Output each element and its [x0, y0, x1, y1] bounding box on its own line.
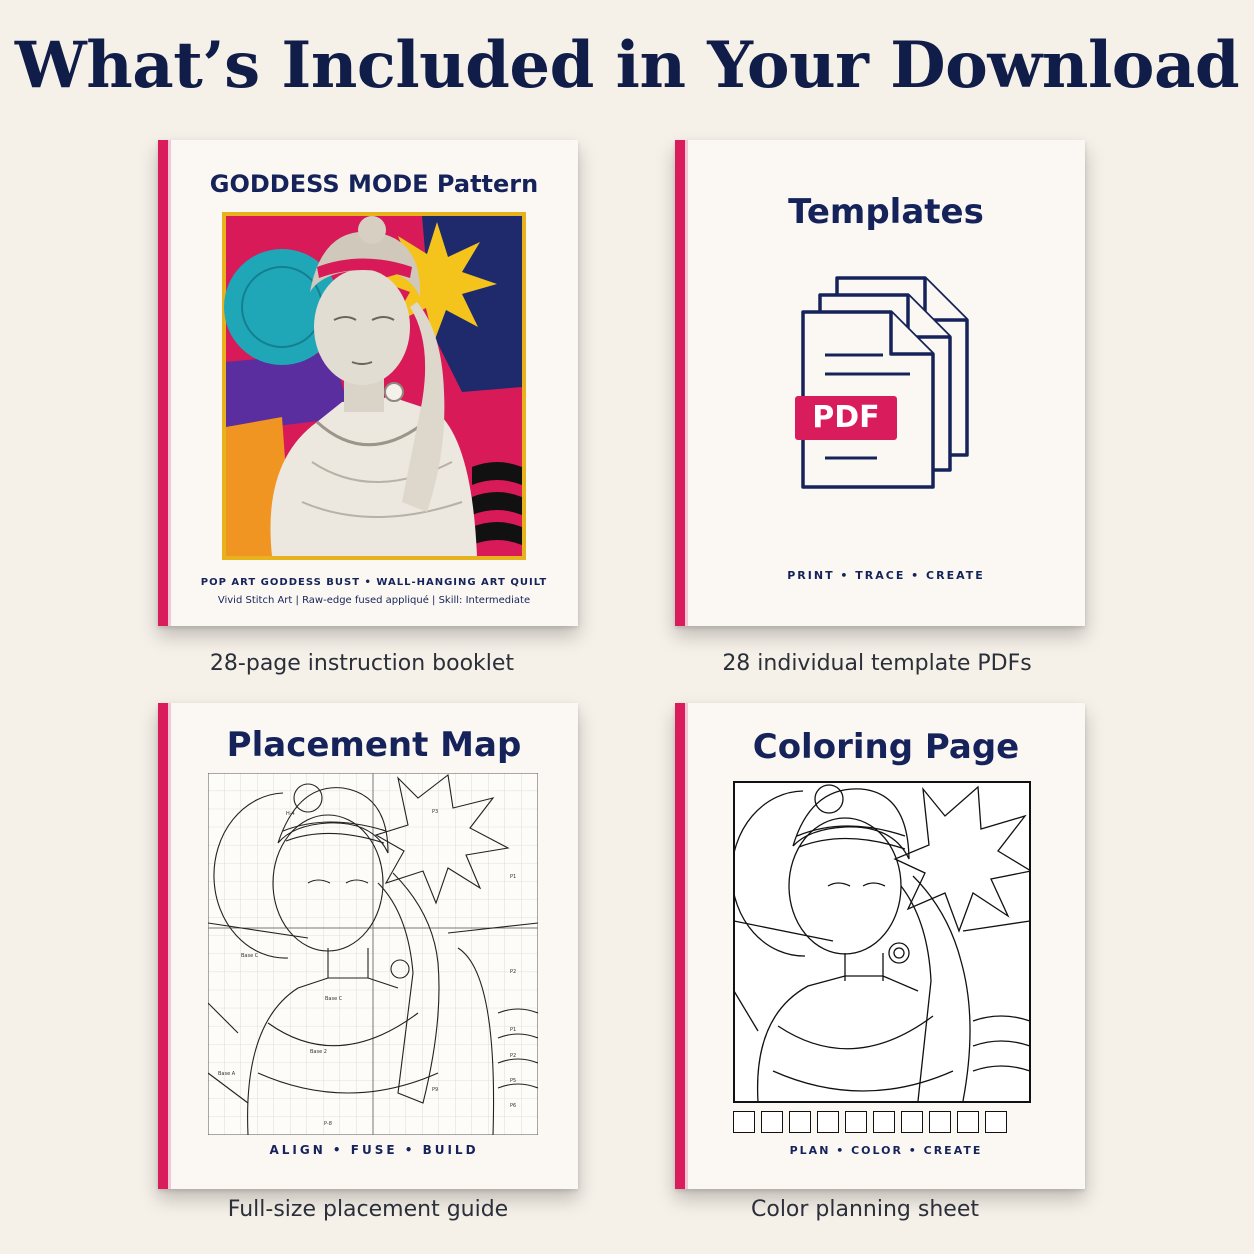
- map-label-hair: H-4: [286, 811, 295, 817]
- coloring-page-title: Coloring Page: [752, 727, 1020, 767]
- map-label-p9: P9: [432, 1087, 439, 1093]
- caption-booklet: 28-page instruction booklet: [209, 651, 515, 676]
- pdf-stack-icon: [795, 270, 975, 495]
- pdf-badge: [795, 396, 897, 440]
- book-spine: [675, 140, 687, 626]
- templates-title: Templates: [788, 192, 984, 232]
- templates-cover: [675, 140, 1085, 626]
- color-swatch-box: [733, 1111, 755, 1133]
- color-swatch-box: [789, 1111, 811, 1133]
- coloring-page-cover: [675, 703, 1085, 1189]
- pattern-booklet-cover: [158, 140, 578, 626]
- map-label-base-a: Base A: [218, 1071, 236, 1077]
- color-swatch-box: [929, 1111, 951, 1133]
- color-swatch-box: [901, 1111, 923, 1133]
- map-label-base-2: Base 2: [310, 1049, 327, 1055]
- map-label-p5: P5: [510, 1078, 517, 1084]
- color-swatch-box: [985, 1111, 1007, 1133]
- color-swatch-box: [817, 1111, 839, 1133]
- color-swatch-box: [845, 1111, 867, 1133]
- templates-tagline: PRINT • TRACE • CREATE: [787, 569, 985, 582]
- color-swatch-box: [873, 1111, 895, 1133]
- quilt-artwork: [222, 212, 526, 560]
- coloring-drawing: [733, 781, 1031, 1103]
- booklet-tagline: POP ART GODDESS BUST • WALL-HANGING ART QUILT: [200, 577, 548, 588]
- map-label-p8: P-8: [324, 1121, 332, 1127]
- booklet-title: GODDESS MODE Pattern: [209, 170, 539, 198]
- placement-map-cover: [158, 703, 578, 1189]
- page-title: What’s Included in Your Download: [14, 28, 1240, 103]
- map-label-p6: P6: [510, 1103, 517, 1109]
- map-label-star-right: P1: [510, 874, 517, 880]
- map-label-p2: P2: [510, 969, 517, 975]
- pdf-badge-label: PDF: [812, 400, 880, 435]
- placement-map-drawing: [208, 773, 538, 1135]
- book-spine: [158, 140, 170, 626]
- map-label-base-c: Base C: [241, 953, 259, 959]
- swatch-row: [733, 1111, 1033, 1135]
- coloring-tagline: PLAN • COLOR • CREATE: [789, 1144, 983, 1157]
- map-label-star-top: P3: [432, 809, 439, 815]
- caption-placement: Full-size placement guide: [227, 1197, 509, 1222]
- placement-tagline: ALIGN • FUSE • BUILD: [269, 1143, 479, 1157]
- color-swatch-box: [761, 1111, 783, 1133]
- booklet-subline: Vivid Stitch Art | Raw-edge fused appliqué | Skill: Intermediate: [217, 595, 531, 606]
- map-label-base-c2: Base C: [325, 996, 343, 1002]
- book-spine: [675, 703, 687, 1189]
- map-label-p2b: P2: [510, 1053, 517, 1059]
- color-swatch-box: [957, 1111, 979, 1133]
- book-spine: [158, 703, 170, 1189]
- caption-templates: 28 individual template PDFs: [722, 651, 1032, 676]
- caption-coloring: Color planning sheet: [751, 1197, 979, 1222]
- placement-map-title: Placement Map: [226, 725, 522, 765]
- map-label-p1b: P1: [510, 1027, 517, 1033]
